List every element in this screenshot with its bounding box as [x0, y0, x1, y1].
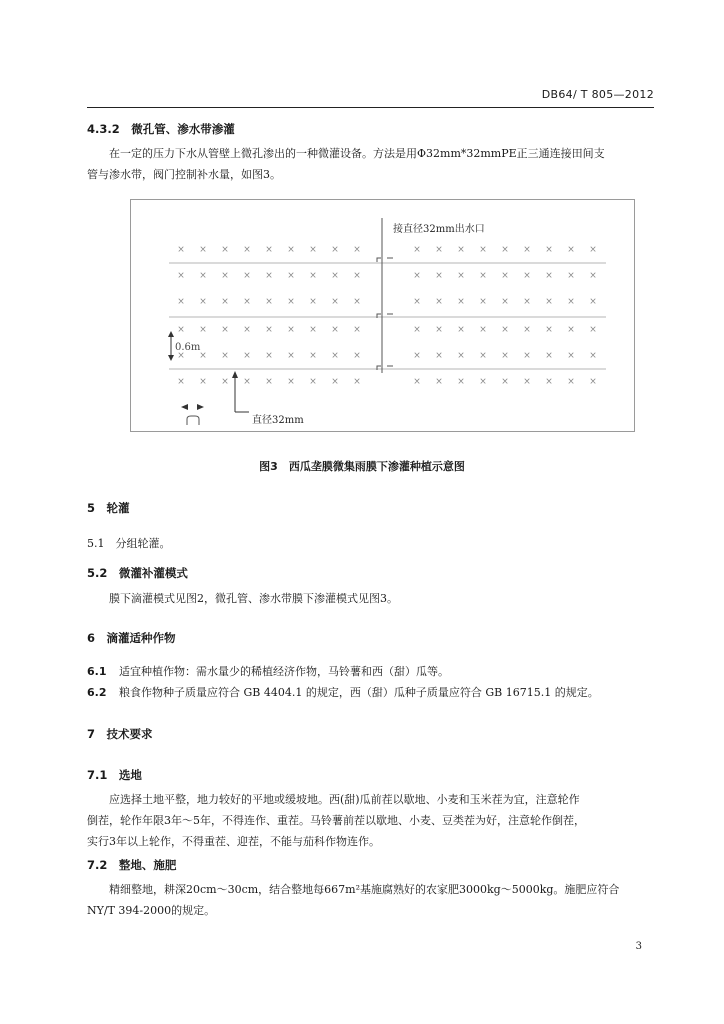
plant-marker: ×	[199, 325, 207, 335]
plant-marker: ×	[309, 245, 317, 255]
plant-marker: ×	[353, 377, 361, 387]
arrow-up-icon	[168, 331, 174, 337]
plant-marker: ×	[501, 245, 509, 255]
plant-marker: ×	[199, 297, 207, 307]
plant-marker: ×	[545, 351, 553, 361]
plant-marker: ×	[567, 325, 575, 335]
plant-marker: ×	[309, 377, 317, 387]
plant-marker: ×	[177, 325, 185, 335]
plant-marker: ×	[567, 377, 575, 387]
plant-marker: ×	[457, 271, 465, 281]
plant-marker: ×	[457, 325, 465, 335]
paragraph-line: 在一定的压力下水从管壁上微孔渗出的一种微灌设备。方法是用Φ32mm*32mmPE正三通连接田间支	[109, 147, 605, 160]
plant-marker: ×	[457, 377, 465, 387]
paragraph-line: 倒茬，轮作年限3年～5年，不得连作、重茬。马铃薯前茬以歇地、小麦、豆类茬为好，注意轮作倒茬，	[87, 814, 585, 827]
figure-3-frame	[130, 199, 635, 432]
paragraph-line: 精细整地，耕深20cm～30cm，结合整地每667m²基施腐熟好的农家肥3000kg～5000kg。施肥应符合	[109, 883, 620, 896]
plant-marker: ×	[221, 351, 229, 361]
section-heading-4-3-2: 4.3.2 微孔管、渗水带渗灌	[87, 122, 235, 136]
plant-marker: ×	[287, 271, 295, 281]
plant-marker: ×	[221, 377, 229, 387]
plant-marker: ×	[331, 351, 339, 361]
section-body-7-1	[87, 789, 667, 852]
arrow-right-icon	[197, 404, 204, 410]
header-divider	[87, 107, 654, 108]
plant-marker: ×	[457, 245, 465, 255]
plant-marker: ×	[287, 325, 295, 335]
plant-marker: ×	[309, 351, 317, 361]
paragraph-line: 应选择土地平整，地力较好的平地或缓坡地。西(甜)瓜前茬以歇地、小麦和玉米茬为宜，注意轮作	[109, 793, 580, 806]
plant-marker: ×	[177, 245, 185, 255]
plant-marker: ×	[479, 297, 487, 307]
plant-marker: ×	[177, 271, 185, 281]
section-heading-7-1: 7.1 选地	[87, 768, 142, 782]
plant-marker: ×	[567, 271, 575, 281]
section-6-2	[87, 682, 687, 703]
plant-marker: ×	[265, 351, 273, 361]
plant-marker: ×	[199, 271, 207, 281]
plant-marker: ×	[243, 271, 251, 281]
plant-marker: ×	[479, 377, 487, 387]
plant-marker: ×	[413, 297, 421, 307]
section-heading-6: 6 滴灌适种作物	[87, 631, 176, 645]
plant-marker: ×	[501, 271, 509, 281]
plant-marker: ×	[435, 351, 443, 361]
plant-marker: ×	[457, 297, 465, 307]
plant-marker: ×	[589, 325, 597, 335]
plant-marker: ×	[457, 351, 465, 361]
plant-marker: ×	[243, 297, 251, 307]
plant-marker: ×	[177, 377, 185, 387]
plant-marker: ×	[523, 377, 531, 387]
document-code: DB64/ T 805—2012	[541, 88, 654, 101]
plant-marker: ×	[523, 351, 531, 361]
plant-marker: ×	[177, 351, 185, 361]
plant-marker: ×	[265, 245, 273, 255]
plant-marker: ×	[545, 297, 553, 307]
plant-marker: ×	[413, 325, 421, 335]
plant-marker: ×	[501, 297, 509, 307]
plant-marker: ×	[545, 377, 553, 387]
plant-marker: ×	[413, 271, 421, 281]
plant-marker: ×	[221, 325, 229, 335]
plant-marker: ×	[353, 271, 361, 281]
plant-marker: ×	[501, 377, 509, 387]
plant-marker: ×	[501, 325, 509, 335]
plant-marker: ×	[479, 351, 487, 361]
section-heading-7: 7 技术要求	[87, 727, 153, 741]
plant-marker: ×	[221, 271, 229, 281]
plant-marker: ×	[243, 377, 251, 387]
plant-marker: ×	[589, 377, 597, 387]
plant-marker: ×	[353, 297, 361, 307]
paragraph-line: 实行3年以上轮作，不得重茬、迎茬，不能与茄科作物连作。	[87, 835, 380, 848]
plant-marker: ×	[435, 297, 443, 307]
plant-marker: ×	[567, 297, 575, 307]
ridge-profile-icon	[187, 416, 199, 425]
pipe-label: 直径32mm	[252, 415, 304, 426]
plant-marker: ×	[309, 297, 317, 307]
item-text: 适宜种植作物：需水量少的稀植经济作物，马铃薯和西（甜）瓜等。	[119, 665, 449, 678]
plant-marker: ×	[243, 245, 251, 255]
plant-marker: ×	[353, 245, 361, 255]
plant-marker: ×	[523, 297, 531, 307]
outlet-label: 接直径32mm出水口	[393, 224, 485, 235]
plant-marker: ×	[567, 245, 575, 255]
plant-marker: ×	[221, 297, 229, 307]
plant-marker: ×	[331, 325, 339, 335]
plant-marker: ×	[243, 351, 251, 361]
plant-marker: ×	[287, 351, 295, 361]
plant-marker: ×	[331, 271, 339, 281]
plant-marker: ×	[413, 245, 421, 255]
plant-marker: ×	[523, 245, 531, 255]
section-heading-5: 5 轮灌	[87, 501, 130, 515]
plant-marker: ×	[589, 297, 597, 307]
plant-marker: ×	[589, 271, 597, 281]
plant-marker: ×	[435, 271, 443, 281]
section-body-5-2: 膜下滴灌模式见图2，微孔管、渗水带膜下渗灌模式见图3。	[109, 592, 398, 605]
paragraph-line: 管与渗水带，阀门控制补水量，如图3。	[87, 168, 281, 181]
item-text: 粮食作物种子质量应符合 GB 4404.1 的规定，西（甜）瓜种子质量应符合 GB 16715.1 的规定。	[119, 686, 599, 699]
plant-marker: ×	[287, 297, 295, 307]
plant-marker: ×	[435, 377, 443, 387]
arrow-up-icon	[232, 371, 238, 378]
plant-marker: ×	[265, 377, 273, 387]
plant-marker: ×	[589, 245, 597, 255]
arrow-down-icon	[168, 355, 174, 361]
plant-marker: ×	[221, 245, 229, 255]
plant-marker: ×	[435, 325, 443, 335]
plant-marker: ×	[545, 325, 553, 335]
plant-marker: ×	[287, 245, 295, 255]
spacing-label: 0.6m	[175, 342, 201, 353]
plant-marker: ×	[265, 325, 273, 335]
plant-marker: ×	[479, 271, 487, 281]
plant-marker: ×	[243, 325, 251, 335]
plant-marker: ×	[479, 325, 487, 335]
section-6-1	[87, 661, 677, 682]
section-body-4-3-2	[87, 143, 667, 185]
plant-marker: ×	[331, 297, 339, 307]
arrow-left-icon	[181, 404, 188, 410]
plant-marker: ×	[309, 325, 317, 335]
tee-connectors	[377, 258, 393, 370]
section-heading-7-2: 7.2 整地、施肥	[87, 858, 177, 872]
plant-marker: ×	[413, 351, 421, 361]
figure-caption: 图3 西瓜垄膜微集雨膜下渗灌种植示意图	[259, 460, 465, 473]
plant-marker: ×	[353, 351, 361, 361]
paragraph-line: NY/T 394-2000的规定。	[87, 904, 216, 917]
plant-marker: ×	[309, 271, 317, 281]
figure-3-diagram	[131, 200, 634, 431]
plant-marker: ×	[413, 377, 421, 387]
plant-marker: ×	[353, 325, 361, 335]
plant-marker: ×	[199, 245, 207, 255]
furrow-lines	[169, 263, 606, 369]
plant-marker: ×	[265, 271, 273, 281]
plant-marker: ×	[523, 271, 531, 281]
item-number: 6.2	[87, 686, 107, 699]
plant-marker: ×	[331, 245, 339, 255]
plant-marker: ×	[567, 351, 575, 361]
item-number: 6.1	[87, 665, 107, 678]
section-heading-5-2: 5.2 微灌补灌模式	[87, 566, 188, 580]
plant-marker: ×	[199, 377, 207, 387]
plant-marker: ×	[199, 351, 207, 361]
section-5-1-text: 5.1 分组轮灌。	[87, 537, 171, 550]
plant-marker: ×	[287, 377, 295, 387]
plant-marker: ×	[479, 245, 487, 255]
plant-marker: ×	[177, 297, 185, 307]
section-5-1	[87, 533, 171, 554]
page-number: 3	[635, 941, 642, 952]
plant-marker: ×	[435, 245, 443, 255]
plant-marker: ×	[523, 325, 531, 335]
plant-marker: ×	[331, 377, 339, 387]
section-body-7-2	[87, 879, 667, 921]
plant-marker: ×	[501, 351, 509, 361]
plant-marker: ×	[589, 351, 597, 361]
plant-marker: ×	[545, 245, 553, 255]
tee-connector	[377, 258, 393, 262]
plant-marker: ×	[265, 297, 273, 307]
plant-marker: ×	[545, 271, 553, 281]
